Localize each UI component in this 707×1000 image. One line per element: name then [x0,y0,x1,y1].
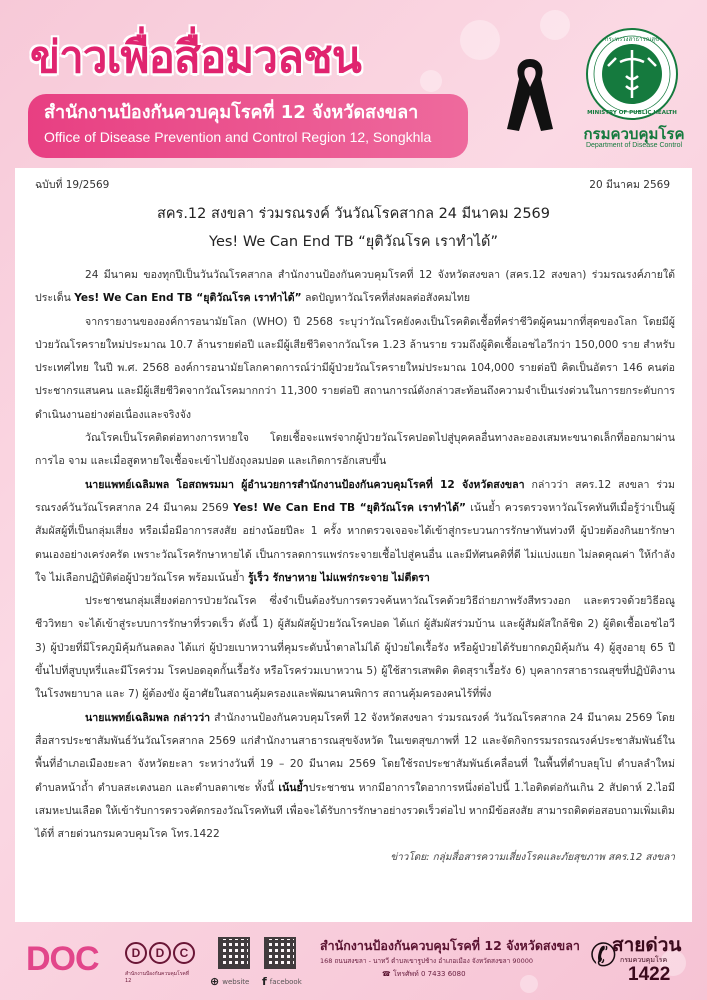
paragraph-5: ประชาชนกลุ่มเสี่ยงต่อการป่วยวัณโรค ซึ่งจำเป็นต้องรับการตรวจค้นหาวัณโรคด้วยวิธีถ่ายภาพรังสีทรวงอก และตรวจด้วยวิธีอณูชีววิทยา จะได้เข้าสู่ระบบการรักษาที่รวดเร็ว ดังนี้ 1) ผู้สัมผัสผู้ป่วยวัณโรคปอด ได้แก่ ผู้สัมผัสร่วมบ้าน และผู้สัมผัสใกล้ชิด 2) ผู้ติดเชื้อเอชไอวี 3) ผู้ป่วยที่มีโรคภูมิคุ้มกันลดลง ได้แก่ ผู้ป่วยเบาหวานที่คุมระดับน้ำตาลไม่ได้ ผู้ป่วยไตเรื้อรัง หรือผู้ป่วยได้รับยากดภูมิคุ้มกัน 4) ผู้สูงอายุ 65 ปีขึ้นไปที่สูบบุหรี่และมีโรคร่วม โรคปอดอุดกั้นเรื้อรัง หรือโรคร่วมเบาหวาน 5) ผู้ใช้สารเสพติด ติดสุราเรื้อรัง 6) บุคลากรสาธารณสุขที่ปฏิบัติงานในโรงพยาบาล และ 7) ผู้ต้องขัง ผู้อาศัยในสถานคุ้มครองและพัฒนาคนพิการ สถานคุ้มครองคนไร้ที่พึ่ง [35,595,675,701]
organization-name-english: Office of Disease Prevention and Control Region 12, Songkhla [44,129,432,145]
globe-icon: ⊕ [210,975,220,988]
footer-address: 168 ถนนสงขลา - นาทวี ตำบลเขารูปช้าง อำเภอเมือง จังหวัดสงขลา 90000 [320,957,534,965]
headline: สคร.12 สงขลา ร่วมรณรงค์ วันวัณโรคสากล 24 มีนาคม 2569 [156,206,551,222]
paragraph-6: นายแพทย์เฉลิมพล กล่าวว่า สำนักงานป้องกันควบคุมโรคที่ 12 จังหวัดสงขลา ร่วมรณรงค์ วันวัณโรคสากล 24 มีนาคม 2569 โดยสื่อสารประชาสัมพันธ์วันวัณโรคสากล 2569 แก่สำนักงานสาธารณสุขจังหวัด ในเขตสุขภาพที่ 12 และจัดกิจกรรมรถรณรงค์ประชาสัมพันธ์ในพื้นที่อำเภอเมืองยะลา จังหวัดยะลา ระหว่างวันที่ 19 – 20 มีนาคม 2569 โดยใช้รถประชาสัมพันธ์เคลื่อนที่ ในพื้นที่ตำบลยุโป ตำบลลำใหม่ ตำบลหน้าถ้ำ ตำบลสะเตงนอก และตำบลตาเซะ ทั้งนี้ เน้นย้ำประชาชน หากมีอาการใดอาการหนึ่งต่อไปนี้ 1.ไอติดต่อกันเกิน 2 สัปดาห์ 2.ไอมีเสมหะปนเลือด ให้เข้ารับการตรวจคัดกรองวัณโรคทันที เพื่อจะได้รับการรักษาอย่างรวดเร็วต่อไป หากมีข้อสงสัย สามารถติดต่อสอบถามเพิ่มเติมได้ที่ สายด่วนกรมควบคุมโรค โทร.1422 [35,711,676,841]
hotline-title: สายด่วน [612,934,682,956]
department-name-thai: กรมควบคุมโรค [583,125,685,143]
paragraph-2: จากรายงานขององค์การอนามัยโลก (WHO) ปี 2568 ระบุว่าวัณโรคยังคงเป็นโรคติดเชื้อที่คร่าชีวิตผู้คนมากที่สุดของโลก โดยมีผู้ป่วยวัณโรครายใหม่ประมาณ 10.7 ล้านรายต่อปี และมีผู้เสียชีวิตจากวัณโรค 1.23 ล้านราย รวมถึงผู้ติดเชื้อเอชไอวีกว่า 150,000 ราย สำหรับประเทศไทย ในปี พ.ศ. 2568 องค์การอนามัยโลกคาดการณ์ว่ามีผู้ป่วยวัณโรครายใหม่ประมาณ 104,000 รายต่อปี คิดเป็นอัตรา 146 คนต่อประชากรแสนคน และมีผู้เสียชีวิตจากวัณโรคมากกว่า 11,300 รายต่อปี สถานการณ์ดังกล่าวสะท้อนถึงความจำเป็นเร่งด่วนในการยกระดับการดำเนินงานอย่างต่อเนื่องและจริงจัง [35,315,675,421]
paragraph-3: วัณโรคเป็นโรคติดต่อทางการหายใจ โดยเชื้อจะแพร่จากผู้ป่วยวัณโรคปอดไปสู่บุคคลอื่นทางละอองเสมหะขนาดเล็กที่ออกมาผ่านการไอ จาม และเมื่อสูดหายใจเชื้อจะเข้าไปยังถุงลมปอด และเกิดการอักเสบขึ้น [35,432,675,468]
organization-banner [28,94,468,158]
website-qr-code[interactable] [218,937,250,969]
ministry-of-public-health-seal-icon [586,28,678,120]
press-release-header [0,0,707,168]
campaign-slogan: Yes! We Can End TB “ยุติวัณโรค เราทำได้” [74,292,302,305]
facebook-link[interactable]: f facebook [262,975,302,988]
subheadline: Yes! We Can End TB “ยุติวัณโรค เราทำได้” [209,234,498,250]
news-credit: ข่าวโดย: กลุ่มสื่อสารความเสี่ยงโรคและภัยสุขภาพ สคร.12 สงขลา [390,852,675,864]
director-name: นายแพทย์เฉลิมพล โอสถพรมมา ผู้อำนวยการสำนักงานป้องกันควบคุมโรคที่ 12 จังหวัดสงขลา [85,478,525,491]
footer [0,922,707,1000]
department-name-english: Department of Disease Control [585,142,683,149]
svg-text:MINISTRY OF PUBLIC HEALTH: MINISTRY OF PUBLIC HEALTH [587,110,677,116]
website-link[interactable]: ⊕ website [210,975,250,988]
ddc-logo: D D C [125,942,195,964]
phone-icon: ☎ [382,970,391,978]
director-quote-lead: นายแพทย์เฉลิมพล กล่าวว่า [85,711,211,724]
facebook-qr-code[interactable] [264,937,296,969]
key-message: รู้เร็ว รักษาหาย ไม่แพร่กระจาย ไม่ตีตรา [247,571,430,584]
black-mourning-ribbon-icon [505,55,555,135]
footer-organization-name: สำนักงานป้องกันควบคุมโรคที่ 12 จังหวัดสงขลา [320,938,580,953]
paragraph-1: 24 มีนาคม ของทุกปีเป็นวันวัณโรคสากล สำนักงานป้องกันควบคุมโรคที่ 12 จังหวัดสงขลา (สคร.12 สงขลา) ร่วมรณรงค์ภายใต้ประเด็น Yes! We Can End TB “ยุติวัณโรค เราทำได้” ลดปัญหาวัณโรคที่ส่งผลต่อสังคมไทย [35,269,675,305]
press-release-document [15,168,692,922]
ddc-logo-caption: สำนักงานป้องกันควบคุมโรคที่ 12 [125,971,190,984]
footer-phone: ☎ โทรศัพท์ 0 7433 6080 [382,970,466,978]
doc-logo: DOC [26,940,99,978]
paragraph-4: นายแพทย์เฉลิมพล โอสถพรมมา ผู้อำนวยการสำนักงานป้องกันควบคุมโรคที่ 12 จังหวัดสงขลา กล่าวว่า สคร.12 สงขลา ร่วมรณรงค์วันวัณโรคสากล 24 มีนาคม 2569 Yes! We Can End TB “ยุติวัณโรค เราทำได้” เน้นย้ำ ควรตรวจหาวัณโรคทันทีเมื่อรู้ว่าเป็นผู้สัมผัสผู้ที่เป็นกลุ่มเสี่ยง หรือเมื่อมีอาการสงสัย อย่างน้อยปีละ 1 ครั้ง หากตรวจเจอจะได้เข้าสู่กระบวนการรักษาทันท่วงที ผู้ป่วยต้องกินยารักษาตนเองอย่างเคร่งครัด เพราะวัณโรครักษาหายได้ เป็นการลดการแพร่กระจายเชื้อไปสู่คนอื่น และมีทัศนคติที่ดี ไม่แบ่งแยก ไม่ลดคุณค่า ให้กำลังใจ ไม่เลือกปฏิบัติต่อผู้ป่วยวัณโรค พร้อมเน้นย้ำ รู้เร็ว รักษาหาย ไม่แพร่กระจาย ไม่ตีตรา [35,478,675,584]
article-body [35,264,675,870]
facebook-icon: f [262,975,267,988]
release-date: 20 มีนาคม 2569 [589,179,670,191]
hotline-number[interactable]: 1422 [628,964,671,985]
organization-name-thai: สำนักงานป้องกันควบคุมโรคที่ 12 จังหวัดสงขลา [44,102,419,123]
page-title: ข่าวเพื่อสื่อมวลชน [30,32,361,83]
hotline-phone-icon: ✆ [586,933,620,977]
hotline-subtitle: กรมควบคุมโรค [620,956,668,964]
campaign-slogan: Yes! We Can End TB “ยุติวัณโรค เราทำได้” [233,501,466,514]
svg-text:กระทรวงสาธารณสุข: กระทรวงสาธารณสุข [604,36,660,43]
issue-number: ฉบับที่ 19/2569 [35,179,110,191]
